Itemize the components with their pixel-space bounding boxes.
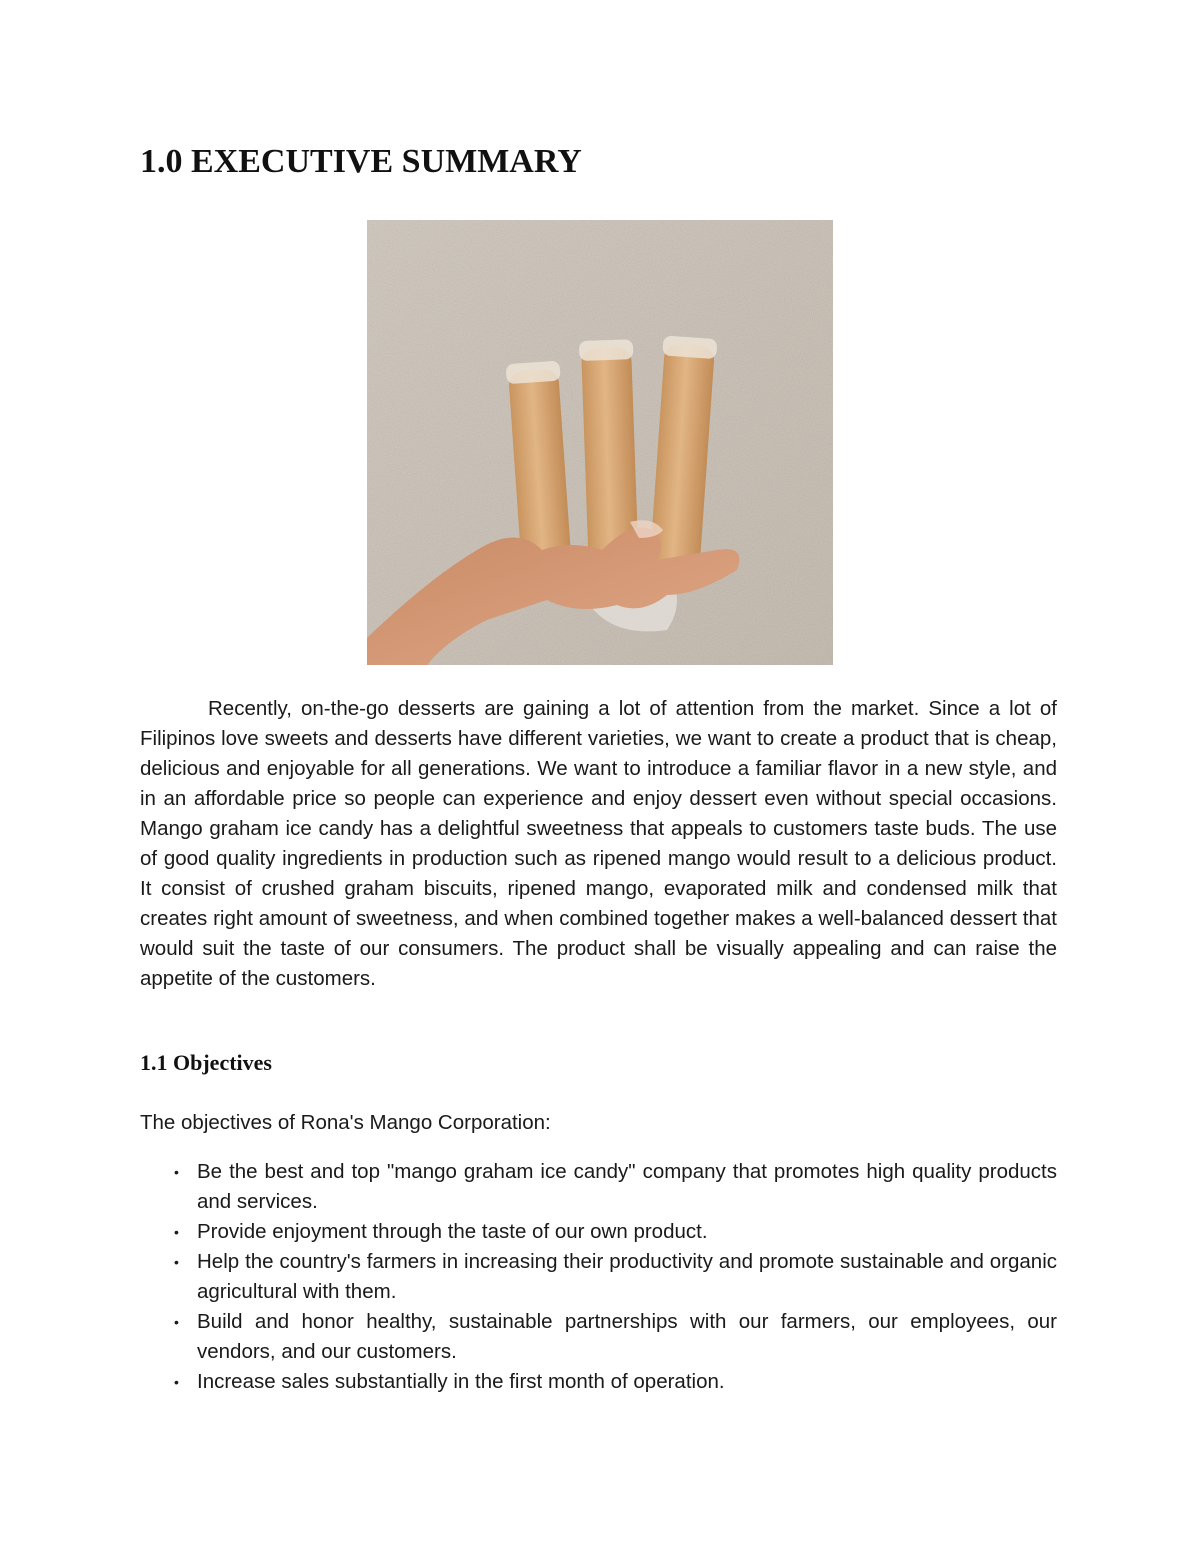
bullet-icon: • (174, 1164, 179, 1180)
list-item-text: Be the best and top "mango graham ice candy" company that promotes high quality products and services. (197, 1160, 1057, 1213)
objectives-list (172, 1157, 1057, 1397)
ice-candy-photo (367, 220, 833, 665)
bullet-icon: • (174, 1254, 179, 1270)
objectives-heading: 1.1 Objectives (140, 1050, 272, 1075)
list-item-text: Provide enjoyment through the taste of our own product. (197, 1220, 708, 1243)
list-item-text: Build and honor healthy, sustainable partnerships with our farmers, our employees, our vendors, and our customers. (197, 1310, 1057, 1363)
bullet-icon: • (174, 1374, 179, 1390)
section-title: 1.0 EXECUTIVE SUMMARY (140, 143, 582, 180)
list-item (172, 1157, 1057, 1217)
list-item (172, 1307, 1057, 1367)
objectives-intro: The objectives of Rona's Mango Corporation: (140, 1111, 551, 1134)
list-item-text: Increase sales substantially in the first month of operation. (197, 1370, 725, 1393)
list-item (172, 1367, 1057, 1397)
list-item-text: Help the country's farmers in increasing their productivity and promote sustainable and organic agricultural with them. (197, 1250, 1057, 1303)
bullet-icon: • (174, 1224, 179, 1240)
list-item (172, 1217, 1057, 1247)
summary-paragraph: Recently, on-the-go desserts are gaining a lot of attention from the market. Since a lot of Filipinos love sweets and desserts have different varieties, we want to create a product that is cheap, delicious and enjoyable for all generations. We want to introduce a familiar flavor in a new style, and in an affordable price so people can experience and enjoy dessert even without special occasions. Mango graham ice candy has a delightful sweetness that appeals to customers taste buds. The use of good quality ingredients in production such as ripened mango would result to a delicious product. It consist of crushed graham biscuits, ripened mango, evaporated milk and condensed milk that creates right amount of sweetness, and when combined together makes a well-balanced dessert that would suit the taste of our consumers. The product shall be visually appealing and can raise the appetite of the customers. (140, 697, 1057, 990)
list-item (172, 1247, 1057, 1307)
bullet-icon: • (174, 1314, 179, 1330)
